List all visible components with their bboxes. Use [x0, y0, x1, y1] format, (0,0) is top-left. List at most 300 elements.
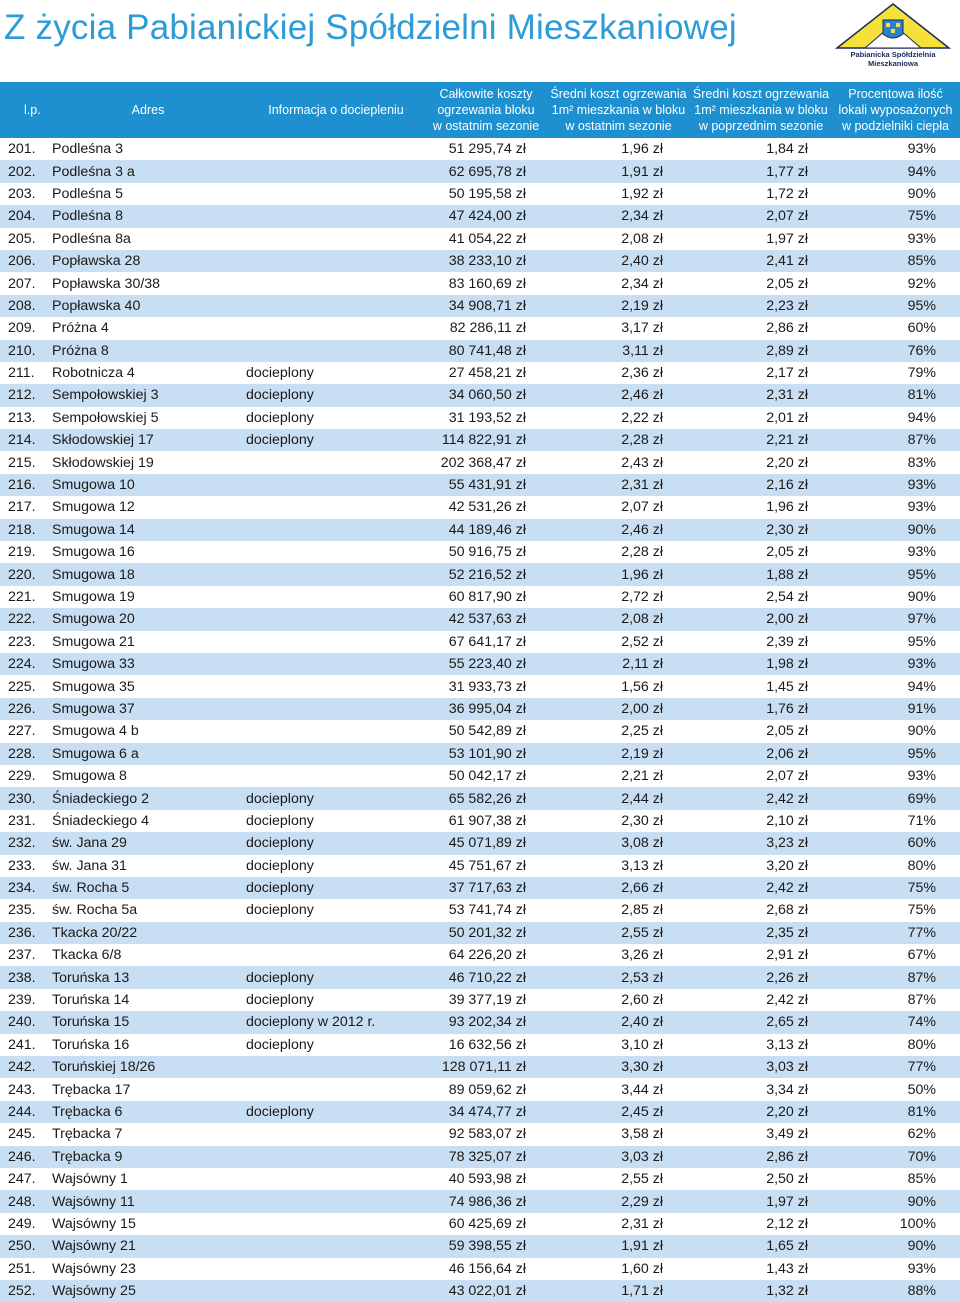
table-row — [0, 474, 960, 496]
cell-total-cost: 31 193,52 zł — [448, 409, 526, 426]
cell-total-cost: 50 195,58 zł — [448, 185, 526, 202]
cell-avg-previous: 2,50 zł — [766, 1171, 808, 1188]
table-row — [0, 1034, 960, 1056]
cell-lp: 224. — [8, 656, 36, 673]
cell-lp: 252. — [8, 1283, 36, 1300]
cell-percent: 71% — [907, 812, 936, 829]
cell-percent: 83% — [907, 454, 936, 471]
cell-percent: 77% — [907, 924, 936, 941]
cell-percent: 87% — [907, 992, 936, 1009]
cell-avg-previous: 2,07 zł — [766, 208, 808, 225]
cell-avg-previous: 2,20 zł — [766, 1103, 808, 1120]
cell-percent: 93% — [907, 656, 936, 673]
cell-lp: 225. — [8, 678, 36, 695]
table-row — [0, 519, 960, 541]
cell-address: Sempołowskiej 3 — [52, 387, 159, 404]
cell-address: Popławska 28 — [52, 253, 141, 270]
cell-percent: 95% — [907, 566, 936, 583]
cell-lp: 221. — [8, 589, 36, 605]
cell-total-cost: 202 368,47 zł — [440, 454, 526, 471]
cell-total-cost: 74 986,36 zł — [448, 1193, 526, 1210]
cell-percent: 93% — [907, 141, 936, 158]
cell-avg-current: 3,30 zł — [621, 1059, 663, 1076]
cell-info: docieplony — [246, 992, 314, 1009]
cell-total-cost: 60 817,90 zł — [448, 589, 526, 605]
cell-address: Tkacka 6/8 — [52, 947, 122, 964]
cell-avg-current: 2,46 zł — [621, 387, 663, 404]
table-row — [0, 653, 960, 675]
table-row — [0, 451, 960, 473]
cell-lp: 220. — [8, 566, 36, 583]
cell-lp: 202. — [8, 163, 36, 180]
cell-avg-current: 1,96 zł — [621, 141, 663, 158]
cell-percent: 94% — [907, 163, 936, 180]
cell-address: Próżna 8 — [52, 342, 109, 359]
table-row — [0, 631, 960, 653]
cell-total-cost: 92 583,07 zł — [448, 1126, 526, 1143]
cell-total-cost: 16 632,56 zł — [448, 1036, 526, 1053]
table-row — [0, 832, 960, 854]
cell-avg-current: 1,56 zł — [621, 678, 663, 695]
cell-avg-current: 2,31 zł — [621, 1215, 663, 1232]
cell-avg-current: 1,60 zł — [621, 1260, 663, 1277]
cell-address: Podleśna 8a — [52, 230, 131, 247]
table-row — [0, 675, 960, 697]
cell-avg-previous: 2,05 zł — [766, 275, 808, 292]
cell-total-cost: 114 822,91 zł — [441, 432, 526, 449]
cell-lp: 228. — [8, 745, 36, 762]
cell-lp: 230. — [8, 790, 36, 807]
cell-avg-current: 2,29 zł — [621, 1193, 663, 1210]
cell-address: Wajsówny 25 — [52, 1283, 136, 1300]
cell-percent: 85% — [907, 1171, 936, 1188]
table-row — [0, 496, 960, 518]
table-row — [0, 317, 960, 339]
cell-lp: 216. — [8, 477, 36, 494]
cell-avg-current: 2,55 zł — [621, 924, 663, 941]
cell-address: Sempołowskiej 5 — [52, 409, 159, 426]
table-row — [0, 295, 960, 317]
cell-lp: 250. — [8, 1238, 36, 1255]
cell-address: Śniadeckiego 2 — [52, 790, 150, 807]
cell-total-cost: 64 226,20 zł — [448, 947, 526, 964]
cell-address: Toruńskiej 18/26 — [52, 1059, 156, 1076]
cell-info: docieplony — [246, 835, 314, 852]
cell-avg-previous: 2,16 zł — [766, 477, 808, 494]
cell-percent: 60% — [907, 835, 936, 852]
cell-total-cost: 43 022,01 zł — [448, 1283, 526, 1300]
cell-lp: 203. — [8, 185, 36, 202]
cell-avg-previous: 2,21 zł — [766, 432, 808, 449]
cell-address: Toruńska 16 — [52, 1036, 130, 1053]
table-row — [0, 1168, 960, 1190]
table-row — [0, 899, 960, 921]
cell-lp: 211. — [8, 365, 35, 382]
cell-lp: 206. — [8, 253, 36, 270]
cell-lp: 212. — [8, 387, 36, 404]
table-row — [0, 720, 960, 742]
cell-address: św. Jana 31 — [52, 857, 127, 874]
cell-percent: 93% — [907, 230, 936, 247]
cell-avg-previous: 2,42 zł — [766, 790, 808, 807]
cell-address: Skłodowskiej 17 — [52, 432, 154, 449]
cell-info: docieplony — [246, 387, 314, 404]
cell-percent: 95% — [907, 633, 936, 650]
table-row — [0, 1101, 960, 1123]
cell-percent: 87% — [907, 432, 936, 449]
cell-avg-current: 2,28 zł — [621, 432, 663, 449]
cell-avg-previous: 3,20 zł — [766, 857, 808, 874]
cell-avg-previous: 2,35 zł — [766, 924, 808, 941]
table-row — [0, 877, 960, 899]
cell-total-cost: 65 582,26 zł — [448, 790, 526, 807]
cell-percent: 67% — [907, 947, 936, 964]
cell-total-cost: 60 425,69 zł — [448, 1215, 526, 1232]
cell-lp: 246. — [8, 1148, 36, 1165]
cell-avg-current: 3,44 zł — [621, 1081, 663, 1098]
table-row — [0, 228, 960, 250]
table-row — [0, 1056, 960, 1078]
cell-percent: 93% — [907, 768, 936, 785]
cell-lp: 235. — [8, 902, 36, 919]
cell-avg-current: 2,34 zł — [621, 208, 663, 225]
cell-avg-previous: 2,07 zł — [766, 768, 808, 785]
cell-avg-current: 2,30 zł — [621, 812, 663, 829]
cell-lp: 231. — [8, 812, 36, 829]
cell-avg-current: 2,08 zł — [621, 611, 663, 628]
cell-total-cost: 44 189,46 zł — [448, 521, 526, 538]
cell-avg-current: 2,34 zł — [621, 275, 663, 292]
cell-percent: 69% — [907, 790, 936, 807]
cell-address: Śniadeckiego 4 — [52, 812, 150, 829]
cell-total-cost: 50 201,32 zł — [448, 924, 526, 941]
cell-total-cost: 41 054,22 zł — [448, 230, 526, 247]
cell-lp: 210. — [8, 342, 36, 359]
cell-lp: 233. — [8, 857, 36, 874]
cell-total-cost: 45 071,89 zł — [448, 835, 526, 852]
cell-lp: 247. — [8, 1171, 36, 1188]
cell-lp: 209. — [8, 320, 36, 337]
cell-total-cost: 61 907,38 zł — [448, 812, 526, 829]
cell-avg-current: 2,00 zł — [621, 700, 663, 717]
cell-percent: 70% — [907, 1148, 936, 1165]
cell-address: Trębacka 6 — [52, 1103, 123, 1120]
table-row — [0, 138, 960, 160]
cell-percent: 88% — [907, 1283, 936, 1300]
cell-avg-current: 3,26 zł — [621, 947, 663, 964]
cell-address: Podleśna 5 — [52, 185, 123, 202]
cell-avg-previous: 1,45 zł — [766, 678, 808, 695]
cell-total-cost: 36 995,04 zł — [448, 700, 526, 717]
cell-avg-previous: 1,43 zł — [766, 1260, 808, 1277]
header-info: Informacja o dociepleniu — [268, 103, 404, 117]
cell-lp: 229. — [8, 768, 36, 785]
cell-total-cost: 34 474,77 zł — [448, 1103, 526, 1120]
cell-total-cost: 83 160,69 zł — [448, 275, 526, 292]
cell-avg-previous: 1,77 zł — [766, 163, 808, 180]
cell-address: Podleśna 3 a — [52, 163, 135, 180]
cell-lp: 227. — [8, 723, 36, 740]
table-row — [0, 698, 960, 720]
cell-lp: 243. — [8, 1081, 36, 1098]
cell-address: Smugowa 4 b — [52, 723, 139, 740]
cell-lp: 239. — [8, 992, 36, 1009]
cell-avg-current: 1,91 zł — [621, 1238, 663, 1255]
cell-percent: 100% — [899, 1215, 936, 1232]
cell-address: Wajsówny 11 — [52, 1193, 135, 1210]
cell-avg-previous: 2,10 zł — [766, 812, 808, 829]
table-row — [0, 810, 960, 832]
cell-lp: 248. — [8, 1193, 36, 1210]
cell-total-cost: 39 377,19 zł — [448, 992, 526, 1009]
cell-total-cost: 51 295,74 zł — [448, 141, 526, 158]
cell-lp: 240. — [8, 1014, 36, 1031]
header-total-cost: Całkowite koszty ogrzewania bloku w ostatnim sezonie — [432, 87, 540, 133]
cell-address: Smugowa 10 — [52, 477, 135, 494]
cell-total-cost: 47 424,00 zł — [448, 208, 526, 225]
cell-percent: 81% — [907, 1103, 936, 1120]
table-row — [0, 989, 960, 1011]
cell-avg-previous: 2,23 zł — [766, 297, 808, 314]
cell-address: Smugowa 37 — [52, 700, 135, 717]
cell-avg-current: 2,19 zł — [621, 745, 663, 762]
cell-address: Smugowa 19 — [52, 589, 135, 605]
cell-avg-current: 2,60 zł — [621, 992, 663, 1009]
cell-address: Smugowa 8 — [52, 768, 127, 785]
cell-lp: 242. — [8, 1059, 36, 1076]
cell-address: Smugowa 18 — [52, 566, 135, 583]
cell-avg-previous: 2,68 zł — [766, 902, 808, 919]
cell-lp: 232. — [8, 835, 36, 852]
cell-address: Popławska 40 — [52, 297, 141, 314]
cell-info: docieplony — [246, 880, 314, 897]
cell-address: Próżna 4 — [52, 320, 109, 337]
cell-lp: 245. — [8, 1126, 36, 1143]
cell-percent: 80% — [907, 1036, 936, 1053]
table-row — [0, 1280, 960, 1302]
cell-percent: 95% — [907, 745, 936, 762]
logo-text — [829, 50, 957, 68]
cell-total-cost: 53 741,74 zł — [448, 902, 526, 919]
cell-avg-previous: 3,23 zł — [766, 835, 808, 852]
cell-percent: 95% — [907, 297, 936, 314]
cell-address: Toruńska 14 — [52, 992, 130, 1009]
cell-total-cost: 34 060,50 zł — [448, 387, 526, 404]
cell-avg-previous: 1,76 zł — [766, 700, 808, 717]
cell-address: Robotnicza 4 — [52, 365, 135, 382]
table-row — [0, 384, 960, 406]
cell-total-cost: 50 042,17 zł — [448, 768, 526, 785]
cell-address: Smugowa 35 — [52, 678, 135, 695]
cell-avg-previous: 2,54 zł — [766, 589, 808, 605]
table-row — [0, 1011, 960, 1033]
cell-avg-previous: 2,20 zł — [766, 454, 808, 471]
header-percent: Procentowa ilość lokali wyposażonych w podzielniki ciepła — [838, 87, 953, 133]
table-row — [0, 944, 960, 966]
cell-total-cost: 50 542,89 zł — [448, 723, 526, 740]
cell-total-cost: 42 531,26 zł — [448, 499, 526, 516]
cell-avg-previous: 2,06 zł — [766, 745, 808, 762]
cell-percent: 62% — [907, 1126, 936, 1143]
cell-avg-current: 2,55 zł — [621, 1171, 663, 1188]
cell-avg-previous: 2,41 zł — [766, 253, 808, 270]
cell-avg-current: 2,44 zł — [621, 790, 663, 807]
cell-lp: 241. — [8, 1036, 36, 1053]
logo-emblem-icon — [829, 2, 957, 50]
cell-percent: 97% — [907, 611, 936, 628]
cell-percent: 75% — [907, 208, 936, 225]
cell-address: Wajsówny 23 — [52, 1260, 136, 1277]
cell-address: Trębacka 7 — [52, 1126, 123, 1143]
cell-total-cost: 55 223,40 zł — [448, 656, 526, 673]
cell-lp: 213. — [8, 409, 36, 426]
cell-percent: 77% — [907, 1059, 936, 1076]
cell-info: docieplony — [246, 432, 314, 449]
cell-info: docieplony — [246, 1036, 314, 1053]
cell-percent: 90% — [907, 521, 936, 538]
cell-total-cost: 80 741,48 zł — [448, 342, 526, 359]
table-row — [0, 608, 960, 630]
cell-info: docieplony — [246, 365, 314, 382]
cell-avg-current: 2,72 zł — [621, 589, 663, 605]
table-row — [0, 855, 960, 877]
cell-avg-current: 2,85 zł — [621, 902, 663, 919]
cell-percent: 90% — [907, 589, 936, 605]
cell-avg-previous: 3,34 zł — [766, 1081, 808, 1098]
cell-percent: 74% — [907, 1014, 936, 1031]
cell-avg-previous: 2,86 zł — [766, 1148, 808, 1165]
cell-avg-previous: 2,86 zł — [766, 320, 808, 337]
table-row — [0, 765, 960, 787]
table-row — [0, 272, 960, 294]
cell-address: Podleśna 3 — [52, 141, 123, 158]
cell-total-cost: 46 156,64 zł — [448, 1260, 526, 1277]
cell-avg-previous: 3,13 zł — [766, 1036, 808, 1053]
cell-avg-previous: 2,30 zł — [766, 521, 808, 538]
cell-avg-previous: 2,17 zł — [766, 365, 808, 382]
cell-percent: 93% — [907, 499, 936, 516]
cell-avg-previous: 2,65 zł — [766, 1014, 808, 1031]
cell-total-cost: 62 695,78 zł — [448, 163, 526, 180]
cell-lp: 223. — [8, 633, 36, 650]
table-row — [0, 1078, 960, 1100]
cell-info: docieplony — [246, 902, 314, 919]
cell-avg-current: 3,13 zł — [621, 857, 663, 874]
table-row — [0, 586, 960, 608]
cell-lp: 204. — [8, 208, 36, 225]
cell-avg-previous: 2,89 zł — [766, 342, 808, 359]
cell-lp: 226. — [8, 700, 36, 717]
cell-percent: 90% — [907, 185, 936, 202]
table-header — [0, 82, 960, 138]
cell-avg-current: 2,40 zł — [621, 1014, 663, 1031]
table-row — [0, 340, 960, 362]
cell-avg-current: 3,10 zł — [621, 1036, 663, 1053]
cell-address: Wajsówny 1 — [52, 1171, 128, 1188]
cell-percent: 94% — [907, 409, 936, 426]
cell-avg-current: 2,36 zł — [621, 365, 663, 382]
table-row — [0, 429, 960, 451]
cell-percent: 50% — [907, 1081, 936, 1098]
cell-lp: 214. — [8, 432, 36, 449]
cell-avg-current: 2,52 zł — [621, 633, 663, 650]
cell-lp: 201. — [8, 141, 36, 158]
cell-avg-current: 2,19 zł — [621, 297, 663, 314]
cell-avg-current: 2,31 zł — [621, 477, 663, 494]
cell-info: docieplony — [246, 790, 314, 807]
cell-lp: 237. — [8, 947, 36, 964]
cell-lp: 251. — [8, 1260, 36, 1277]
cell-lp: 249. — [8, 1215, 36, 1232]
cell-avg-previous: 2,00 zł — [766, 611, 808, 628]
cell-address: Toruńska 15 — [52, 1014, 130, 1031]
cell-avg-current: 2,40 zł — [621, 253, 663, 270]
cell-address: Wajsówny 21 — [52, 1238, 136, 1255]
cell-avg-current: 2,28 zł — [621, 544, 663, 561]
cell-avg-previous: 1,65 zł — [766, 1238, 808, 1255]
cell-avg-current: 1,91 zł — [621, 163, 663, 180]
cell-avg-previous: 2,31 zł — [766, 387, 808, 404]
cell-lp: 238. — [8, 969, 36, 986]
cell-avg-previous: 2,05 zł — [766, 723, 808, 740]
cell-total-cost: 128 071,11 zł — [441, 1059, 526, 1076]
cell-total-cost: 82 286,11 zł — [449, 320, 526, 337]
cell-info: docieplony — [246, 857, 314, 874]
cell-avg-current: 1,96 zł — [621, 566, 663, 583]
table-row — [0, 407, 960, 429]
table-body — [0, 138, 960, 1302]
cell-lp: 217. — [8, 499, 36, 516]
cell-avg-current: 2,08 zł — [621, 230, 663, 247]
cell-avg-previous: 1,72 zł — [766, 185, 808, 202]
cell-avg-current: 3,08 zł — [621, 835, 663, 852]
cell-total-cost: 34 908,71 zł — [448, 297, 526, 314]
cell-avg-previous: 1,97 zł — [766, 1193, 808, 1210]
cell-address: Smugowa 16 — [52, 544, 135, 561]
cell-address: Skłodowskiej 19 — [52, 454, 154, 471]
cell-avg-previous: 3,49 zł — [766, 1126, 808, 1143]
table-row — [0, 160, 960, 182]
cell-avg-previous: 1,84 zł — [766, 141, 808, 158]
table-row — [0, 1258, 960, 1280]
cell-info: docieplony — [246, 969, 314, 986]
cell-percent: 87% — [907, 969, 936, 986]
cell-total-cost: 27 458,21 zł — [448, 365, 526, 382]
header-avg-current: Średni koszt ogrzewania 1m² mieszkania w bloku w ostatnim sezonie — [550, 87, 687, 133]
cell-total-cost: 37 717,63 zł — [448, 880, 526, 897]
table-row — [0, 1190, 960, 1212]
cell-address: św. Jana 29 — [52, 835, 127, 852]
cell-address: Trębacka 17 — [52, 1081, 131, 1098]
cell-avg-previous: 1,97 zł — [766, 230, 808, 247]
cell-percent: 75% — [907, 880, 936, 897]
cell-total-cost: 50 916,75 zł — [448, 544, 526, 561]
cell-total-cost: 78 325,07 zł — [448, 1148, 526, 1165]
cell-avg-previous: 2,91 zł — [766, 947, 808, 964]
cell-avg-current: 3,17 zł — [621, 320, 663, 337]
table-row — [0, 922, 960, 944]
cell-total-cost: 52 216,52 zł — [448, 566, 526, 583]
cell-avg-previous: 2,42 zł — [766, 880, 808, 897]
cell-avg-current: 2,11 zł — [622, 656, 663, 673]
cell-lp: 222. — [8, 611, 36, 628]
cell-percent: 93% — [907, 544, 936, 561]
table-row — [0, 743, 960, 765]
cell-avg-previous: 2,42 zł — [766, 992, 808, 1009]
cell-address: Podleśna 8 — [52, 208, 123, 225]
table-row — [0, 205, 960, 227]
cell-address: Toruńska 13 — [52, 969, 130, 986]
